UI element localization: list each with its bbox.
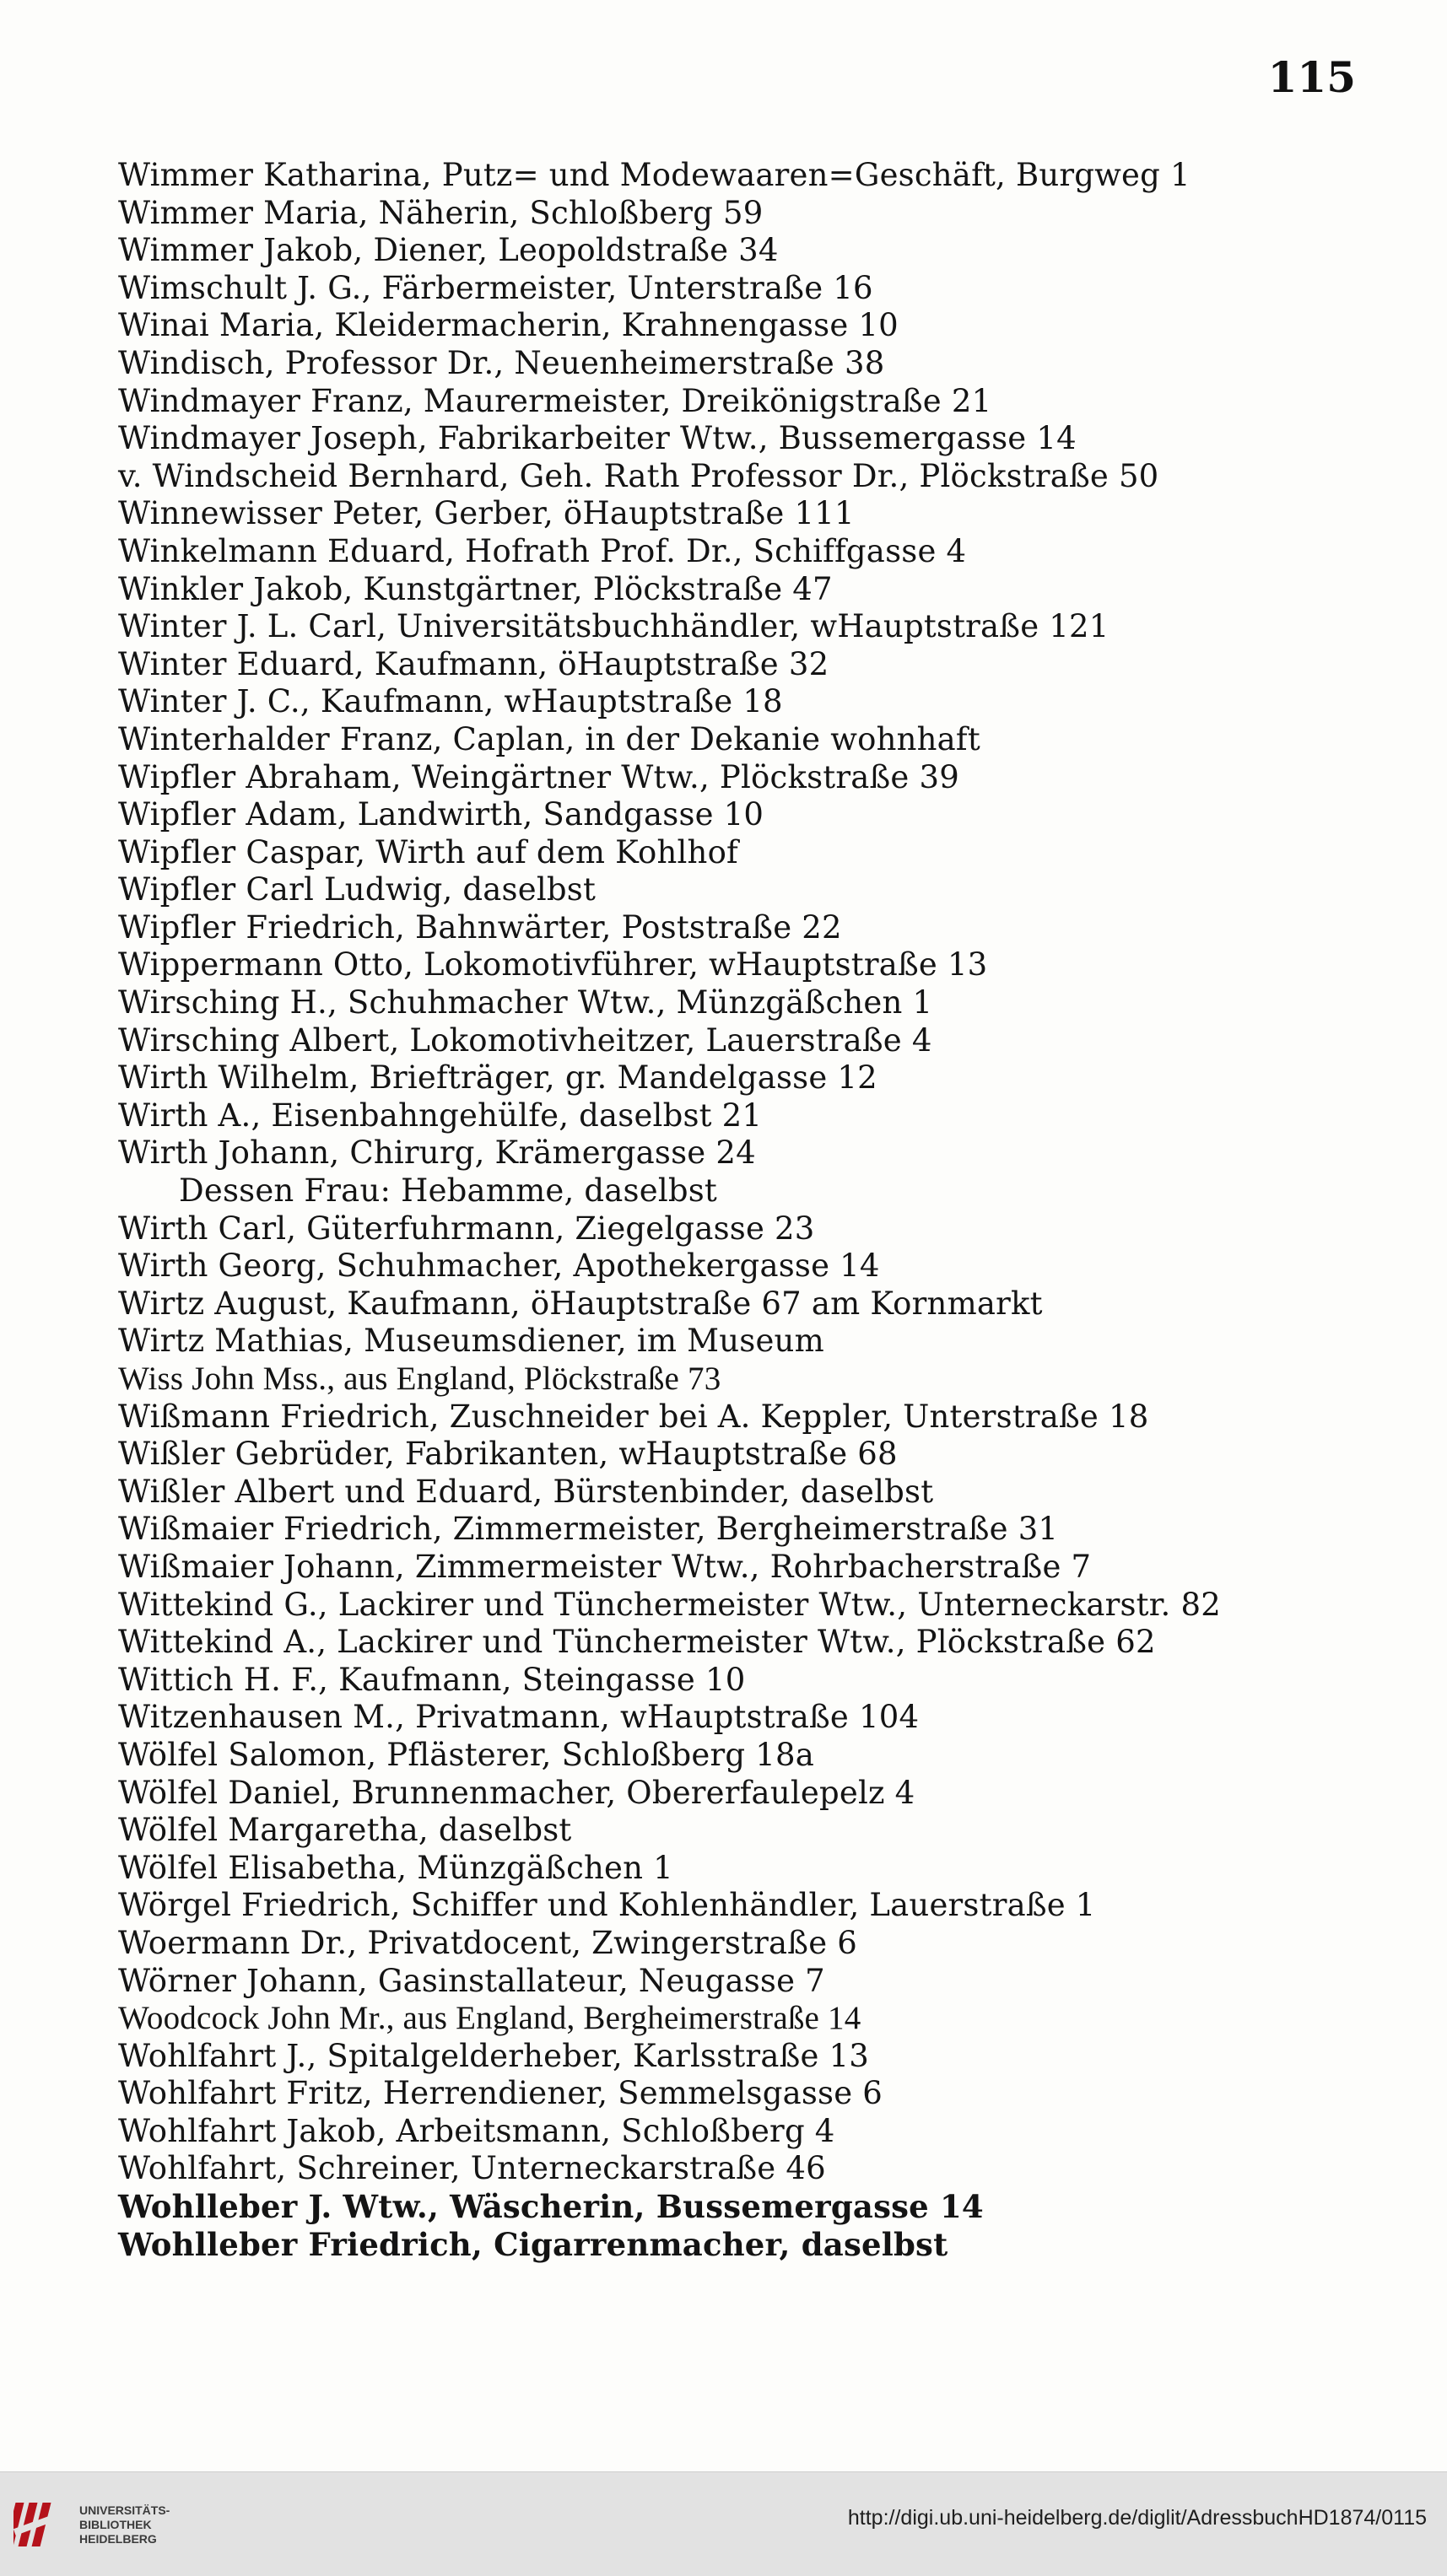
directory-entry: Wirtz Mathias, Museumsdiener, im Museum <box>118 1323 824 1360</box>
directory-entry: Woodcock John Mr., aus England, Bergheimerstraße 14 <box>118 2000 861 2037</box>
directory-entry: Winterhalder Franz, Caplan, in der Dekanie wohnhaft <box>118 720 980 757</box>
directory-entry: Wirth Georg, Schuhmacher, Apothekergasse 14 <box>118 1248 880 1285</box>
directory-entry: Winai Maria, Kleidermacherin, Krahnengasse 10 <box>118 307 899 344</box>
library-logo[interactable] <box>13 2491 191 2558</box>
directory-entry: Wohlfahrt Fritz, Herrendiener, Semmelsgasse 6 <box>118 2075 883 2112</box>
directory-entry: Wittekind G., Lackirer und Tünchermeister Wtw., Unterneckarstr. 82 <box>118 1586 1221 1623</box>
directory-entry: Wörgel Friedrich, Schiffer und Kohlenhändler, Lauerstraße 1 <box>118 1887 1096 1924</box>
directory-entry: Wißmaier Johann, Zimmermeister Wtw., Rohrbacherstraße 7 <box>118 1548 1092 1585</box>
directory-entry: Wipfler Carl Ludwig, daselbst <box>118 871 597 908</box>
directory-entry: Wimschult J. G., Färbermeister, Unterstraße 16 <box>118 269 873 306</box>
directory-entry: Wölfel Margaretha, daselbst <box>118 1812 572 1849</box>
directory-entry: Dessen Frau: Hebamme, daselbst <box>179 1172 717 1210</box>
directory-entry: Wipfler Friedrich, Bahnwärter, Poststraße 22 <box>118 908 842 946</box>
directory-entry: Winter Eduard, Kaufmann, öHauptstraße 32 <box>118 645 829 682</box>
directory-entry: Wißler Albert und Eduard, Bürstenbinder, daselbst <box>118 1473 934 1510</box>
directory-entry: Wohlfahrt Jakob, Arbeitsmann, Schloßberg 4 <box>118 2112 835 2149</box>
directory-entry: Wohlfahrt, Schreiner, Unterneckarstraße 46 <box>118 2150 826 2187</box>
directory-entry: Wißmann Friedrich, Zuschneider bei A. Keppler, Unterstraße 18 <box>118 1398 1149 1435</box>
directory-entry: Winkler Jakob, Kunstgärtner, Plöckstraße 47 <box>118 570 833 607</box>
directory-entry: Wölfel Daniel, Brunnenmacher, Obererfaulepelz 4 <box>118 1774 915 1811</box>
library-seal-icon <box>13 2498 67 2552</box>
directory-entry: Windmayer Joseph, Fabrikarbeiter Wtw., Bussemergasse 14 <box>118 420 1077 457</box>
directory-entry: Windmayer Franz, Maurermeister, Dreikönigstraße 21 <box>118 382 992 419</box>
directory-entry: Woermann Dr., Privatdocent, Zwingerstraße 6 <box>118 1924 857 1961</box>
directory-entry: Wimmer Maria, Näherin, Schloßberg 59 <box>118 194 764 231</box>
directory-entry: Wißler Gebrüder, Fabrikanten, wHauptstraße 68 <box>118 1436 898 1473</box>
directory-entry: Wirsching Albert, Lokomotivheitzer, Lauerstraße 4 <box>118 1021 932 1059</box>
directory-entry: Wölfel Elisabetha, Münzgäßchen 1 <box>118 1849 673 1886</box>
directory-entry: Wittich H. F., Kaufmann, Steingasse 10 <box>118 1661 746 1698</box>
directory-entry: Winkelmann Eduard, Hofrath Prof. Dr., Schiffgasse 4 <box>118 532 967 569</box>
directory-entry: Wittekind A., Lackirer und Tünchermeister Wtw., Plöckstraße 62 <box>118 1624 1156 1661</box>
permalink-url[interactable]: http://digi.ub.uni-heidelberg.de/diglit/AdressbuchHD1874/0115 <box>847 2506 1427 2530</box>
directory-entry: Wölfel Salomon, Pflästerer, Schloßberg 18a <box>118 1736 814 1773</box>
directory-entry: Wohlfahrt J., Spitalgelderheber, Karlsstraße 13 <box>118 2037 870 2074</box>
directory-entry: Wipfler Caspar, Wirth auf dem Kohlhof <box>118 833 738 870</box>
directory-entries <box>118 157 1342 2263</box>
viewer-footer <box>0 2471 1447 2576</box>
directory-entry: Wohlleber J. Wtw., Wäscherin, Bussemergasse 14 <box>118 2188 984 2226</box>
library-name-line-3: HEIDELBERG <box>79 2531 157 2546</box>
library-name-line-1: UNIVERSITÄTS- <box>79 2503 170 2517</box>
directory-entry: Wimmer Katharina, Putz= und Modewaaren=Geschäft, Burgweg 1 <box>118 157 1191 193</box>
directory-entry: Wirth Johann, Chirurg, Krämergasse 24 <box>118 1134 756 1172</box>
library-name-line-2: BIBLIOTHEK <box>79 2517 152 2531</box>
directory-entry: Wißmaier Friedrich, Zimmermeister, Bergheimerstraße 31 <box>118 1511 1059 1548</box>
directory-entry: Wohlleber Friedrich, Cigarrenmacher, daselbst <box>118 2225 948 2263</box>
directory-entry: Winter J. C., Kaufmann, wHauptstraße 18 <box>118 683 783 720</box>
library-name <box>79 2503 170 2546</box>
directory-entry: Windisch, Professor Dr., Neuenheimerstraße 38 <box>118 344 885 381</box>
directory-entry: Wipfler Adam, Landwirth, Sandgasse 10 <box>118 796 764 833</box>
directory-entry: v. Windscheid Bernhard, Geh. Rath Professor Dr., Plöckstraße 50 <box>118 457 1159 494</box>
directory-entry: Wirth A., Eisenbahngehülfe, daselbst 21 <box>118 1097 763 1134</box>
directory-entry: Wirth Carl, Güterfuhrmann, Ziegelgasse 23 <box>118 1210 815 1247</box>
directory-entry: Wirsching H., Schuhmacher Wtw., Münzgäßchen 1 <box>118 984 933 1021</box>
directory-entry: Wörner Johann, Gasinstallateur, Neugasse 7 <box>118 1962 825 1999</box>
directory-entry: Wimmer Jakob, Diener, Leopoldstraße 34 <box>118 232 779 269</box>
page-number: 115 <box>1267 52 1356 102</box>
directory-entry: Wippermann Otto, Lokomotivführer, wHauptstraße 13 <box>118 946 988 984</box>
directory-entry: Wirtz August, Kaufmann, öHauptstraße 67 am Kornmarkt <box>118 1285 1043 1322</box>
directory-entry: Wirth Wilhelm, Briefträger, gr. Mandelgasse 12 <box>118 1059 877 1097</box>
directory-entry: Winter J. L. Carl, Universitätsbuchhändler, wHauptstraße 121 <box>118 608 1110 645</box>
directory-entry: Wipfler Abraham, Weingärtner Wtw., Plöckstraße 39 <box>118 758 959 795</box>
directory-entry: Wiss John Mss., aus England, Plöckstraße 73 <box>118 1361 721 1397</box>
directory-entry: Winnewisser Peter, Gerber, öHauptstraße 111 <box>118 495 855 532</box>
directory-entry: Witzenhausen M., Privatmann, wHauptstraße 104 <box>118 1699 920 1736</box>
